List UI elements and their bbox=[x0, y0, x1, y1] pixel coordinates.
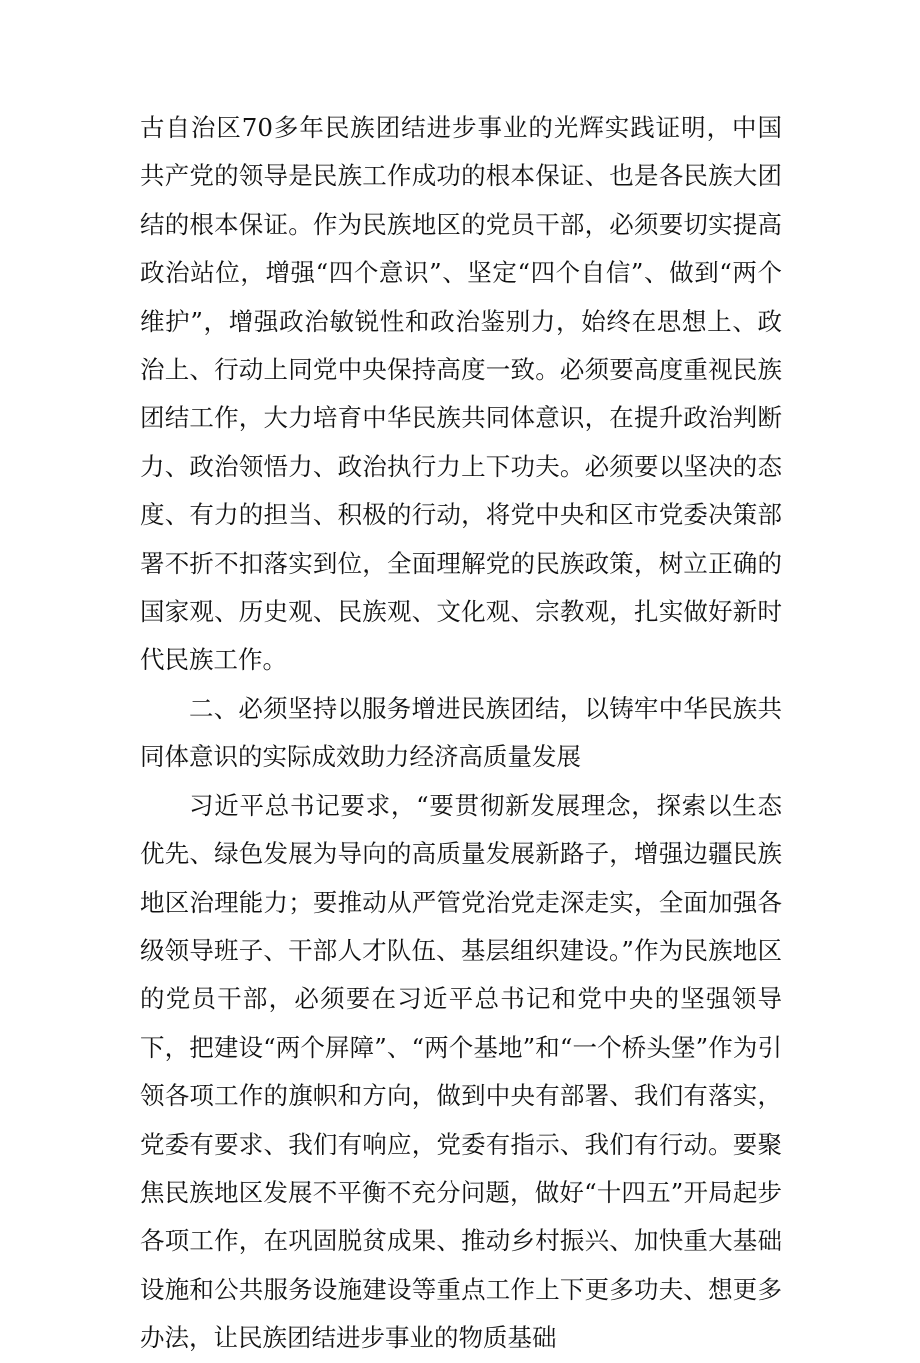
document-page bbox=[140, 104, 782, 1363]
paragraph-continuation: 古自治区70多年民族团结进步事业的光辉实践证明，中国共产党的领导是民族工作成功的根本保证、也是各民族大团结的根本保证。作为民族地区的党员干部，必须要切实提高政治站位，增强“四个意识”、坚定“四个自信”、做到“两个维护”，增强政治敏锐性和政治鉴别力，始终在思想上、政治上、行动上同党中央保持高度一致。必须要高度重视民族团结工作，大力培育中华民族共同体意识，在提升政治判断力、政治领悟力、政治执行力上下功夫。必须要以坚决的态度、有力的担当、积极的行动，将党中央和区市党委决策部署不折不扣落实到位，全面理解党的民族政策，树立正确的国家观、历史观、民族观、文化观、宗教观，扎实做好新时代民族工作。 bbox=[140, 113, 782, 675]
paragraph-body: 习近平总书记要求，“要贯彻新发展理念，探索以生态优先、绿色发展为导向的高质量发展新路子，增强边疆民族地区治理能力；要推动从严管党治党走深走实，全面加强各级领导班子、干部人才队伍、基层组织建设。”作为民族地区的党员干部，必须要在习近平总书记和党中央的坚强领导下，把建设“两个屏障”、“两个基地”和“一个桥头堡”作为引领各项工作的旗帜和方向，做到中央有部署、我们有落实，党委有要求、我们有响应，党委有指示、我们有行动。要聚焦民族地区发展不平衡不充分问题，做好“十四五”开局起步各项工作，在巩固脱贫成果、推动乡村振兴、加快重大基础设施和公共服务设施建设等重点工作上下更多功夫、想更多办法，让民族团结进步事业的物质基础 bbox=[140, 790, 782, 1353]
section-heading-two: 二、必须坚持以服务增进民族团结，以铸牢中华民族共同体意识的实际成效助力经济高质量发展 bbox=[140, 693, 782, 772]
